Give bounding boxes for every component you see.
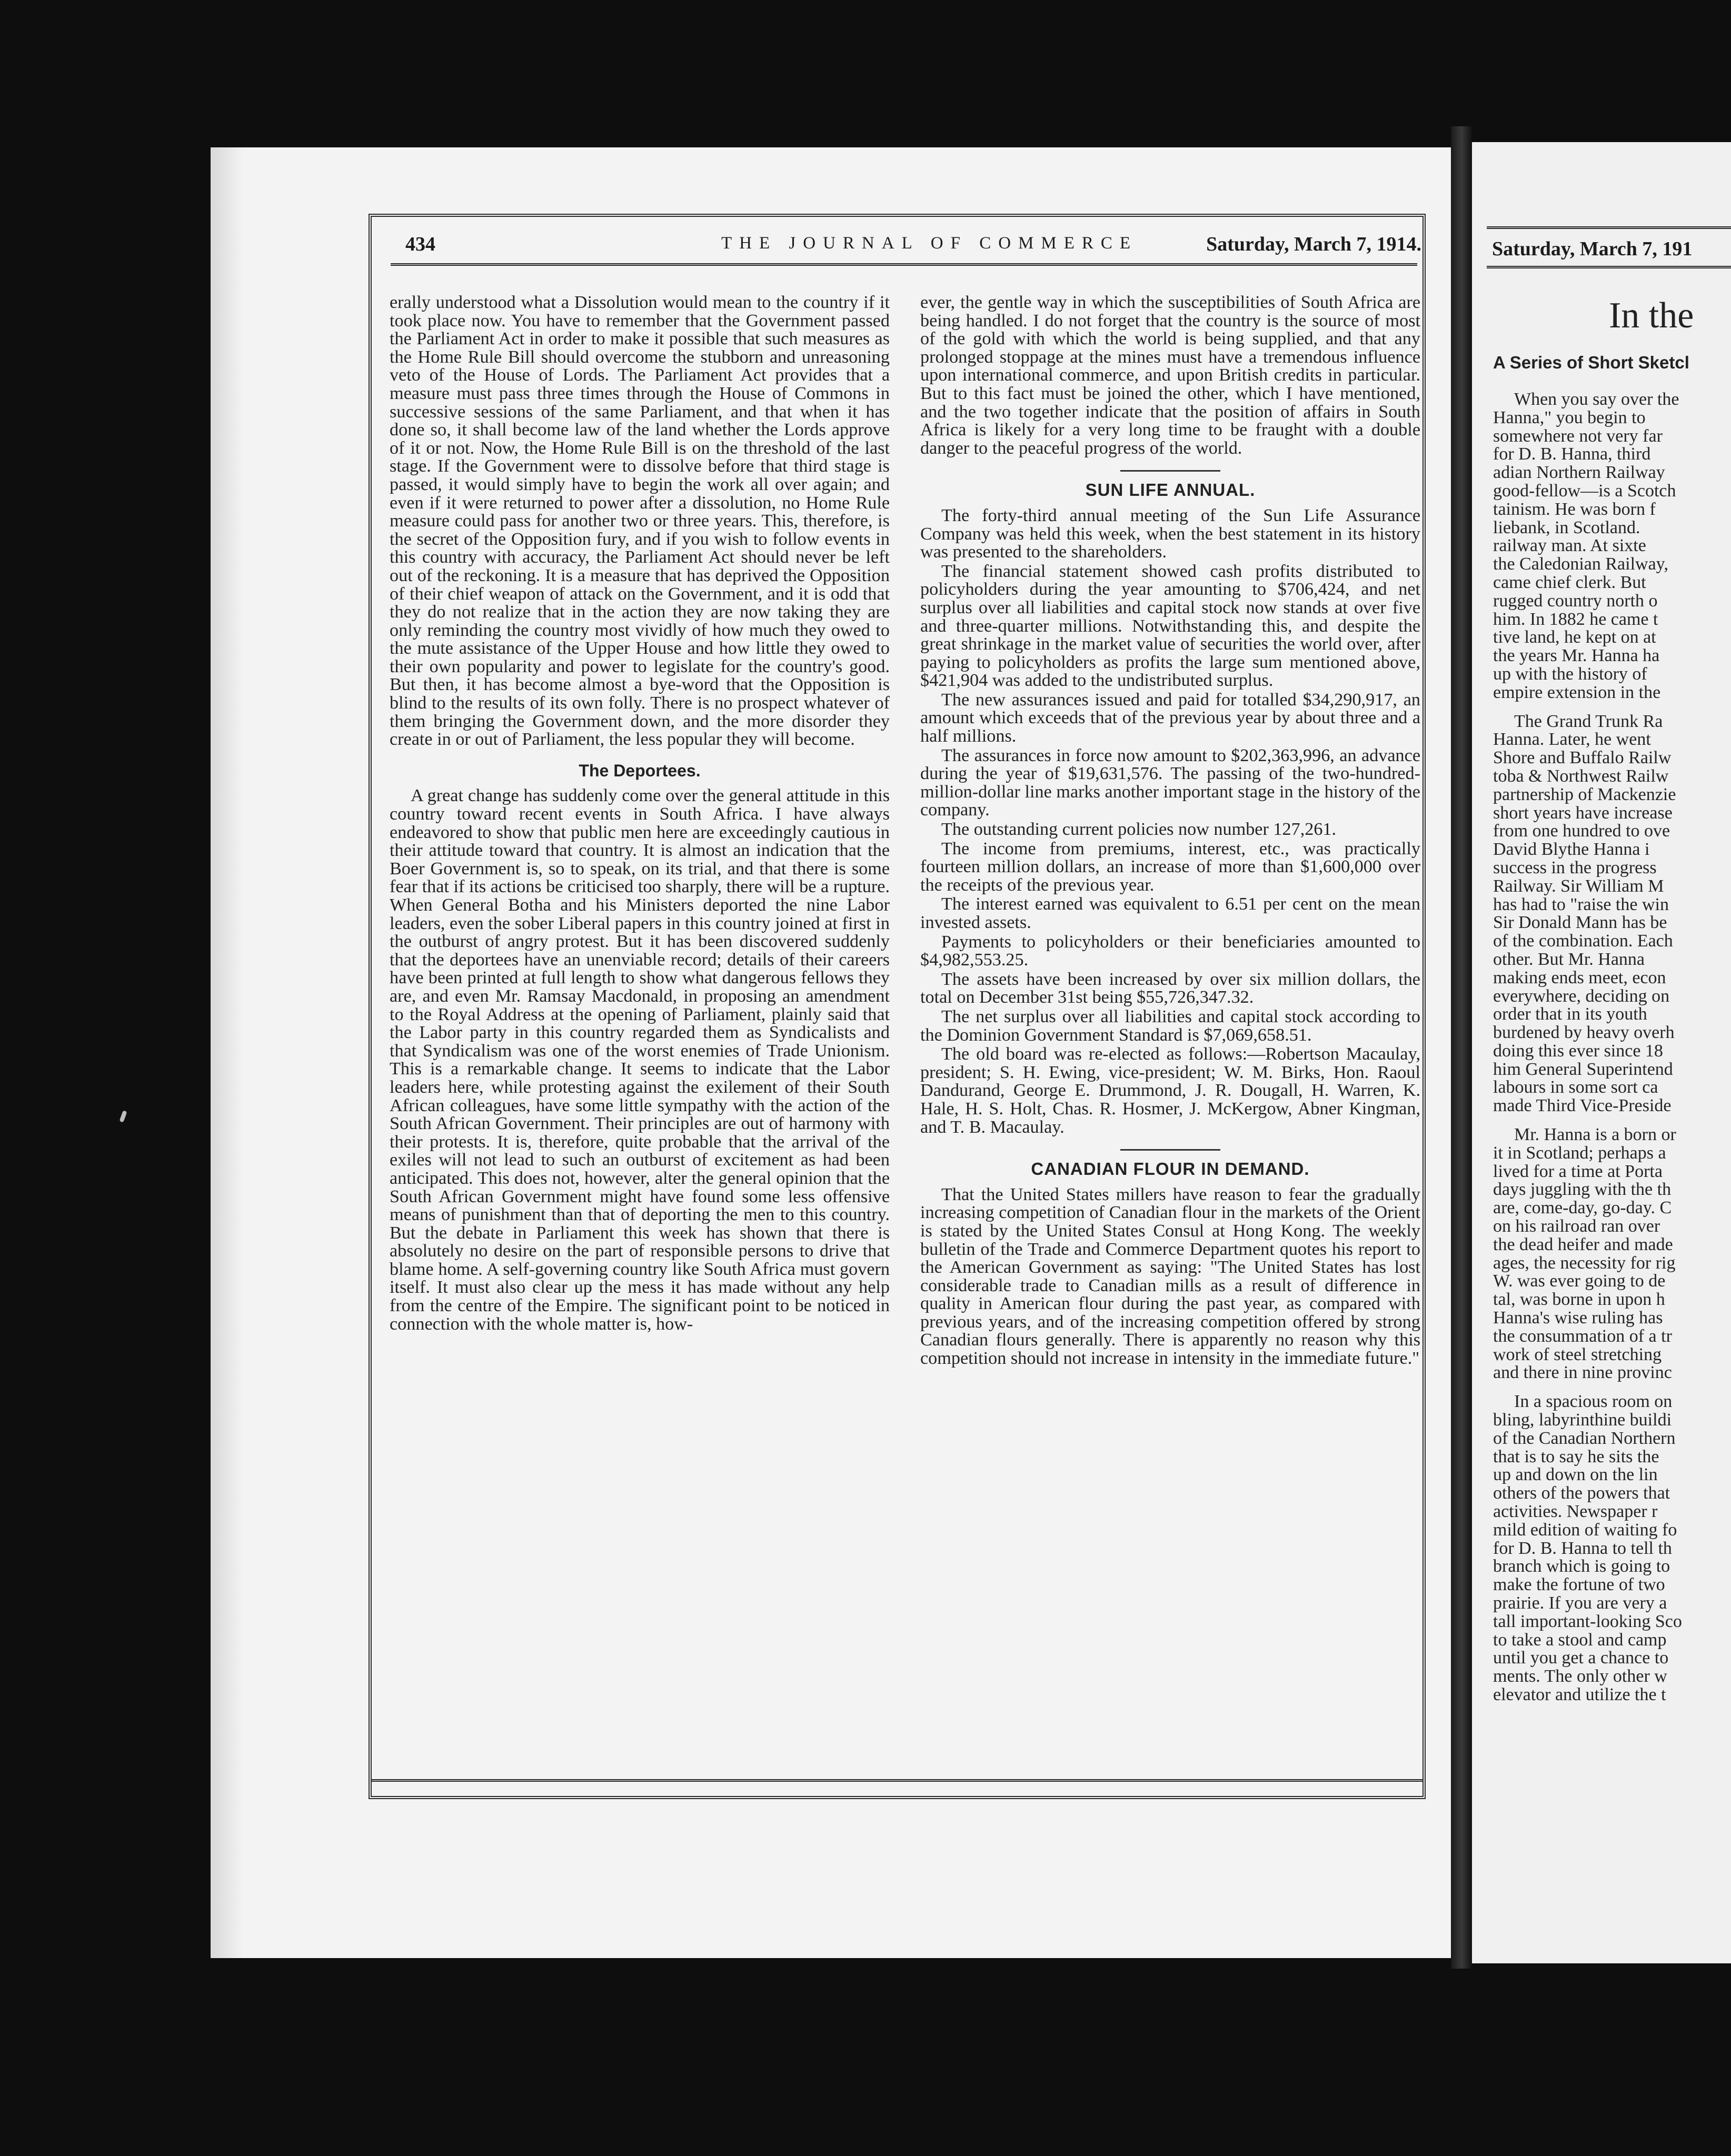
adjacent-text-line: days juggling with the th bbox=[1493, 1180, 1672, 1200]
page-number: 434 bbox=[405, 233, 435, 255]
adjacent-text-line: of the Canadian Northern bbox=[1493, 1428, 1676, 1448]
adjacent-text-line: labours in some sort ca bbox=[1493, 1077, 1658, 1097]
adjacent-text-line: making ends meet, econ bbox=[1493, 967, 1666, 987]
adjacent-text-line: that is to say he sits the bbox=[1493, 1446, 1659, 1466]
article-paragraph: The interest earned was equivalent to 6.51 per cent on the mean invested assets. bbox=[920, 894, 1420, 932]
article-paragraph: The net surplus over all liabilities and capital stock according to the Dominion Government Standard is $7,069,658.51. bbox=[920, 1006, 1420, 1045]
adjacent-text-line: good-fellow—is a Scotch bbox=[1493, 481, 1676, 501]
adjacent-text-line: of the combination. Each bbox=[1493, 931, 1673, 951]
article-paragraph: The income from premiums, interest, etc., was practically fourteen million dollars, an increase of more than $1,600,000 over the receipts of the previous year. bbox=[920, 839, 1420, 895]
adjacent-text-line: for D. B. Hanna, third bbox=[1493, 444, 1651, 464]
article-paragraph: A great change has suddenly come over the general attitude in this country toward recent events in South Africa. I have always endeavored to show that public men here are exceedingly cautious in their attitude toward that country. It is almost an indication that the Boer Government is, so to speak, on its trial, and that there is some fear that if its actions be criticised too sharply, there will be a rupture. When General Botha and his Ministers deported the nine Labor leaders, even the sober Liberal papers in this country joined at first in the outburst of angry protest. But it has been discovered suddenly that the deportees have an unenviable record; details of their careers have been printed at full length to show what dangerous fellows they are, and even Mr. Ramsay Macdonald, in proposing an amendment to the Royal Address at the opening of Parliament, plainly said that the Labor party in this country regarded them as Syndicalists and that Syndicalism was one of the worst enemies of Trade Unionism. This is a remarkable change. It seems to indicate that the Labor leaders here, while protesting against the exilement of their South African colleagues, have some little sympathy with the action of the South African Government. Their principles are out of harmony with their protests. It is, therefore, quite probable that the arrival of the exiles will not lead to such an outburst of excitement as had been anticipated. This does not, however, alter the general opinion that the South African Government might have found some less offensive means of punishment than that of deporting the men to this country. But the debate in Parliament this week has shown that there is absolutely no desire on the part of responsible persons to drive that blame home. A self-governing country like South Africa must govern itself. It must also clear up the mess it has made without any help from the centre of the Empire. The significant point to be noticed in connection with the whole matter is, how- bbox=[390, 786, 890, 1334]
article-paragraph: The new assurances issued and paid for totalled $34,290,917, an amount which exceeds that of the previous year by about three and a half millions. bbox=[920, 690, 1420, 746]
adjacent-text-line: to take a stool and camp bbox=[1493, 1630, 1667, 1650]
adjacent-text-line: until you get a chance to bbox=[1493, 1648, 1669, 1668]
adjacent-text-line: David Blythe Hanna i bbox=[1493, 840, 1650, 860]
adjacent-text-line: liebank, in Scotland. bbox=[1493, 517, 1640, 537]
adjacent-text-line: the years Mr. Hanna ha bbox=[1493, 646, 1660, 666]
adjacent-text-line: for D. B. Hanna to tell th bbox=[1493, 1538, 1672, 1558]
paragraph-gap bbox=[1493, 1382, 1731, 1393]
adjacent-text-line: branch which is going to bbox=[1493, 1556, 1670, 1576]
adjacent-text-line: on his railroad ran over bbox=[1493, 1216, 1660, 1236]
adjacent-text-line: ments. The only other w bbox=[1493, 1666, 1667, 1686]
adjacent-text-line: tall important-looking Sco bbox=[1493, 1611, 1682, 1631]
adjacent-text-line: other. But Mr. Hanna bbox=[1493, 949, 1645, 969]
adjacent-text-line: rugged country north o bbox=[1493, 591, 1658, 611]
adjacent-text-line: tal, was borne in upon h bbox=[1493, 1290, 1665, 1310]
adjacent-text-line: activities. Newspaper r bbox=[1493, 1502, 1658, 1522]
adjacent-text-line: work of steel stretching bbox=[1493, 1344, 1662, 1364]
section-divider bbox=[1120, 1149, 1220, 1151]
adjacent-text-line: ages, the necessity for rig bbox=[1493, 1253, 1676, 1273]
film-speck bbox=[119, 1110, 127, 1122]
adjacent-text-line: everywhere, deciding on bbox=[1493, 986, 1670, 1006]
adjacent-text-line: bling, labyrinthine buildi bbox=[1493, 1410, 1672, 1430]
adjacent-text-line: adian Northern Railway bbox=[1493, 463, 1665, 483]
adjacent-text-line: lived for a time at Porta bbox=[1493, 1161, 1663, 1181]
adjacent-text-line: In a spacious room on bbox=[1514, 1392, 1673, 1412]
adjacent-text-line: and there in nine provinc bbox=[1493, 1363, 1672, 1383]
adjacent-page-header: Saturday, March 7, 191 bbox=[1487, 226, 1731, 268]
adjacent-text-line: burdened by heavy overh bbox=[1493, 1023, 1675, 1043]
issue-date: Saturday, March 7, 1914. bbox=[1206, 233, 1421, 255]
section-divider bbox=[1120, 470, 1220, 472]
adjacent-text-line: success in the progress bbox=[1493, 857, 1657, 877]
adjacent-text-line: from one hundred to ove bbox=[1493, 821, 1670, 841]
adjacent-text-line: Hanna's wise ruling has bbox=[1493, 1308, 1663, 1328]
article-paragraph: The financial statement showed cash profits distributed to policyholders during the year amounting to $706,424, and net surplus over all liabilities and capital stock now stands at over five and three-quarter millions. Notwithstanding this, and despite the great shrinkage in the market value of securities the world over, after paying to policyholders as profits the large sum mentioned above, $421,904 was added to the undistributed surplus. bbox=[920, 561, 1420, 691]
adjacent-text-line: up with the history of bbox=[1493, 664, 1647, 684]
adjacent-text-line: tive land, he kept on at bbox=[1493, 627, 1656, 647]
adjacent-text-line: prairie. If you are very a bbox=[1493, 1593, 1667, 1613]
adjacent-text-line: tainism. He was born f bbox=[1493, 499, 1656, 519]
page-edge bbox=[211, 147, 242, 1958]
sun-life-heading: SUN LIFE ANNUAL. bbox=[1085, 480, 1256, 500]
adjacent-text-line: When you say over the bbox=[1514, 390, 1679, 409]
adjacent-text-line: him. In 1882 he came t bbox=[1493, 609, 1658, 629]
adjacent-text-line: railway man. At sixte bbox=[1493, 536, 1646, 556]
deportees-heading: The Deportees. bbox=[579, 761, 701, 780]
page-header bbox=[405, 227, 1421, 262]
adjacent-text-line: Sir Donald Mann has be bbox=[1493, 913, 1667, 933]
article-paragraph: erally understood what a Dissolution would mean to the country if it took place now. You have to remember that the Government passed the Parliament Act in order to make it possible that such measures as the Home Rule Bill should overcome the stubborn and unreasoning veto of the House of Lords. The Parliament Act provides that a measure must pass three times through the House of Commons in successive sessions of the same Parliament, and that when it has done so, it shall become law of the land whether the Lords approve of it or not. Now, the Home Rule Bill is on the threshold of the last stage. If the Government were to dissolve before that third stage is passed, it would simply have to begin the work all over again; and even if it were returned to power after a dissolution, no Home Rule measure could pass for another two or three years. This, therefore, is the secret of the Opposition fury, and if you wish to follow events in this country with accuracy, the Parliament Act should never be left out of the reckoning. It is a measure that has deprived the Opposition of their chief weapon of attack on the Government, and it is odd that they do not realize that in the action they are now taking they are only reminding the country most vividly of how much they owed to the mute assistance of the Upper House and how little they owed to their own popularity and power to legislate for the country's good. But then, it has become almost a bye-word that the Opposition is blind to the results of its own folly. There is no prospect whatever of them bringing the Government down, and the more disorder they create in or out of Parliament, the less popular they will become. bbox=[390, 293, 890, 750]
adjacent-text-line: the dead heifer and made bbox=[1493, 1234, 1673, 1254]
article-paragraph: The assets have been increased by over six million dollars, the total on December 31st being $55,726,347.32. bbox=[920, 969, 1420, 1007]
article-paragraph: The outstanding current policies now number 127,261. bbox=[941, 820, 1337, 840]
adjacent-text-line: order that in its youth bbox=[1493, 1004, 1647, 1024]
book-gutter bbox=[1451, 126, 1472, 1969]
adjacent-text-line: Mr. Hanna is a born or bbox=[1514, 1125, 1676, 1145]
flour-heading: CANADIAN FLOUR IN DEMAND. bbox=[1031, 1159, 1310, 1179]
article-paragraph: The old board was re-elected as follows:—Robertson Macaulay, president; S. H. Ewing, vice-president; W. M. Birks, Hon. Raoul Dandurand, George E. Drummond, J. R. Dougall, H. Warren, K. Hale, H. S. Holt, Chas. R. Hosmer, J. McKergow, Abner Kingman, and T. B. Macaulay. bbox=[920, 1044, 1420, 1137]
adjacent-text-line: short years have increase bbox=[1493, 803, 1673, 823]
adjacent-text-line: empire extension in the bbox=[1493, 682, 1661, 702]
adjacent-text-line: Hanna," you begin to bbox=[1493, 407, 1646, 427]
header-rule bbox=[391, 263, 1417, 266]
adjacent-page-subtitle: A Series of Short Sketcl bbox=[1493, 353, 1689, 372]
adjacent-text-line: The Grand Trunk Ra bbox=[1514, 711, 1663, 731]
adjacent-text-line: Railway. Sir William M bbox=[1493, 876, 1664, 896]
bottom-rule bbox=[372, 1779, 1422, 1782]
right-column bbox=[920, 294, 1420, 1768]
adjacent-text-line: him General Superintend bbox=[1493, 1059, 1673, 1079]
adjacent-page-title: In the bbox=[1609, 295, 1694, 336]
left-column bbox=[390, 294, 890, 1768]
adjacent-text-line: the consummation of a tr bbox=[1493, 1326, 1672, 1346]
article-paragraph: The assurances in force now amount to $202,363,996, an advance during the year of $19,631,576. The passing of the two-hundred-million-dollar line marks another important stage in the history of the company. bbox=[920, 745, 1420, 820]
adjacent-text-line: make the fortune of two bbox=[1493, 1575, 1665, 1595]
adjacent-text-line: toba & Northwest Railw bbox=[1493, 766, 1669, 786]
adjacent-page-text bbox=[1493, 391, 1731, 1704]
adjacent-text-line: W. was ever going to de bbox=[1493, 1271, 1666, 1291]
adjacent-text-line: somewhere not very far bbox=[1493, 426, 1663, 446]
journal-title: THE JOURNAL OF COMMERCE bbox=[721, 234, 1138, 253]
adjacent-text-line: partnership of Mackenzie bbox=[1493, 784, 1676, 804]
adjacent-text-line: it in Scotland; perhaps a bbox=[1493, 1143, 1666, 1163]
adjacent-text-line: Shore and Buffalo Railw bbox=[1493, 748, 1672, 768]
adjacent-text-line: has had to "raise the win bbox=[1493, 894, 1669, 914]
adjacent-text-line: elevator and utilize the t bbox=[1493, 1684, 1666, 1704]
adjacent-text-line: are, come-day, go-day. C bbox=[1493, 1198, 1672, 1218]
article-paragraph: That the United States millers have reason to fear the gradually increasing competition of Canadian flour in the markets of the Orient is stated by the United States Consul at Hong Kong. The weekly bulletin of the Trade and Commerce Department quotes his report to the American Government as saying: "The United States has lost considerable trade to Canadian mills as a result of difference in quality in American flour during the past year, as compared with previous years, and of the increasing competition offered by strong Canadian flours generally. There is apparently no reason why this competition should not increase in intensity in the immediate future." bbox=[920, 1184, 1420, 1369]
adjacent-page bbox=[1472, 142, 1731, 1963]
adjacent-text-line: mild edition of waiting fo bbox=[1493, 1520, 1677, 1540]
paragraph-gap bbox=[1493, 702, 1731, 713]
article-paragraph: Payments to policyholders or their beneficiaries amounted to $4,982,553.25. bbox=[920, 932, 1420, 970]
adjacent-text-line: the Caledonian Railway, bbox=[1493, 554, 1668, 574]
adjacent-text-line: others of the powers that bbox=[1493, 1483, 1670, 1503]
adjacent-text-line: made Third Vice-Preside bbox=[1493, 1096, 1672, 1116]
paragraph-gap bbox=[1493, 1115, 1731, 1126]
adjacent-text-line: doing this ever since 18 bbox=[1493, 1041, 1663, 1061]
adjacent-text-line: Hanna. Later, he went bbox=[1493, 730, 1651, 750]
article-paragraph: The forty-third annual meeting of the Sun Life Assurance Company was held this week, when the best statement in its history was presented to the shareholders. bbox=[920, 505, 1420, 562]
article-paragraph: ever, the gentle way in which the susceptibilities of South Africa are being handled. I do not forget that the country is the source of most of the gold with which the world is being supplied, and that any prolonged stoppage at the mines must have a tremendous influence upon international commerce, and upon British credits in particular. But to this fact must be joined the other, which I have mentioned, and the two together indicate that the position of affairs in South Africa is likely for a very long time to be fraught with a double danger to the peaceful progress of the world. bbox=[920, 293, 1420, 458]
adjacent-text-line: up and down on the lin bbox=[1493, 1465, 1658, 1485]
adjacent-text-line: came chief clerk. But bbox=[1493, 572, 1646, 592]
